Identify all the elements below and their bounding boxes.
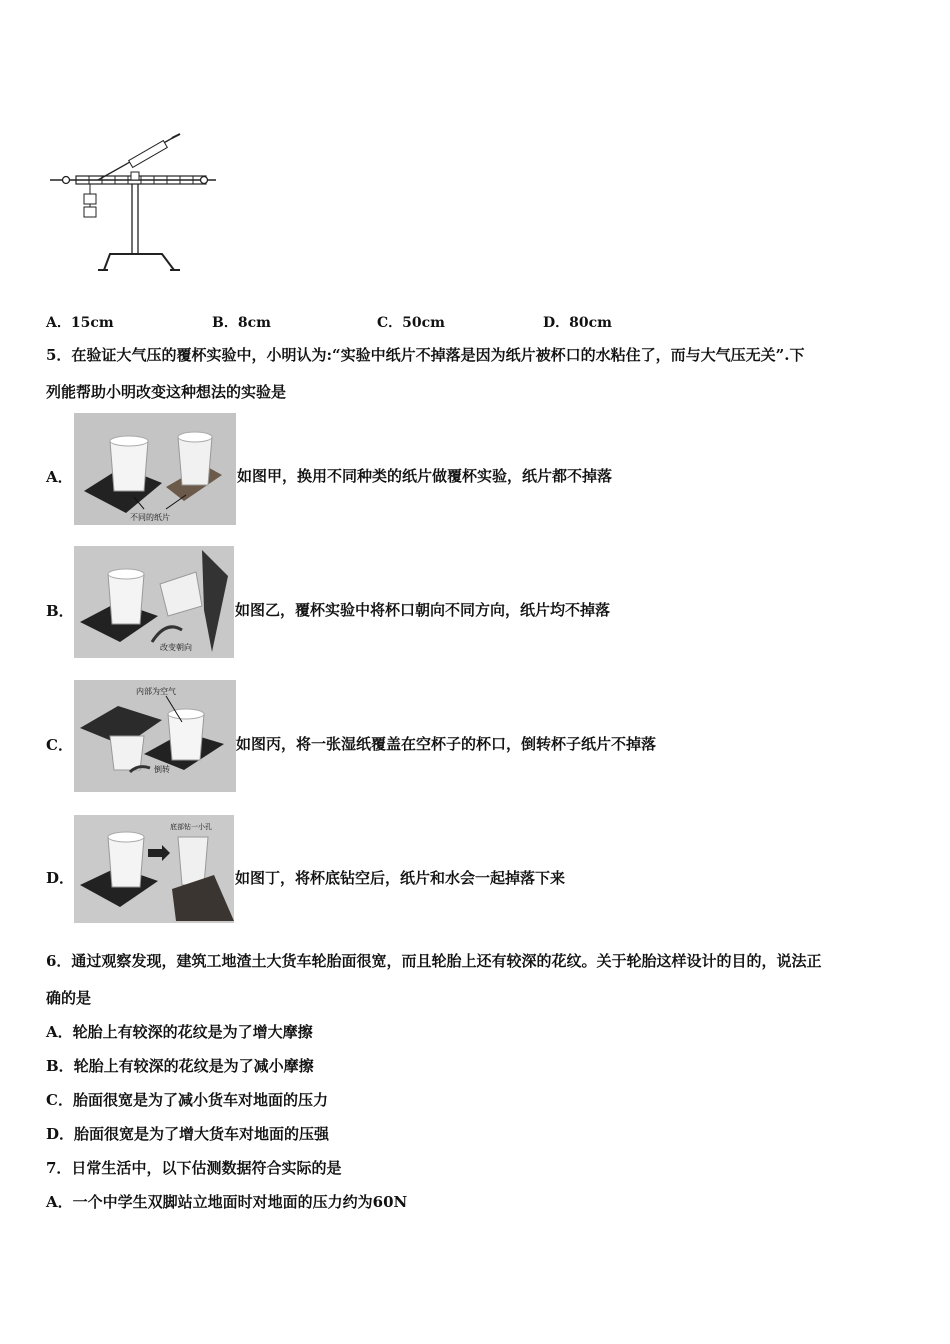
q5-option-c-caption-top: 内部为空气 (136, 687, 176, 696)
q5-option-a-text: 如图甲，换用不同种类的纸片做覆杯实验，纸片都不掉落 (237, 467, 613, 485)
q5-option-b-image (74, 546, 234, 658)
q5-option-b-letter: B． (46, 602, 74, 620)
lever-balance-figure (44, 128, 224, 278)
q5-option-d-caption: 底部钻一小孔 (170, 823, 212, 831)
q4-option-a: A．15cm (46, 315, 114, 331)
q6-stem-line2: 确的是 (46, 989, 92, 1007)
q5-option-d-letter: D． (46, 869, 75, 887)
q6-option-a: A．轮胎上有较深的花纹是为了增大摩擦 (46, 1023, 313, 1041)
q5-option-a-letter: A． (46, 468, 73, 486)
q4-option-b: B．8cm (212, 315, 271, 331)
q7-option-a: A．一个中学生双脚站立地面时对地面的压力约为60N (46, 1193, 408, 1211)
q7-stem: 7．日常生活中，以下估测数据符合实际的是 (46, 1159, 342, 1177)
q4-options (46, 312, 746, 332)
q6-option-d: D．胎面很宽是为了增大货车对地面的压强 (46, 1125, 330, 1143)
q6-option-c: C．胎面很宽是为了减小货车对地面的压力 (46, 1091, 328, 1109)
q6-stem-line1: 6．通过观察发现，建筑工地渣土大货车轮胎面很宽，而且轮胎上还有较深的花纹。关于轮胎这样设计的目的，说法正 (46, 952, 822, 970)
q5-option-b-caption: 改变朝向 (160, 643, 192, 652)
q5-option-a-image (74, 413, 236, 525)
q5-option-d-text: 如图丁，将杯底钻空后，纸片和水会一起掉落下来 (235, 869, 566, 887)
q5-option-c-caption: 倒转 (154, 765, 170, 774)
q6-option-b: B．轮胎上有较深的花纹是为了减小摩擦 (46, 1057, 314, 1075)
q5-option-a-caption: 不同的纸片 (130, 513, 170, 522)
q5-option-c-text: 如图丙，将一张湿纸覆盖在空杯子的杯口，倒转杯子纸片不掉落 (236, 735, 657, 753)
q4-option-d: D．80cm (543, 315, 612, 331)
q5-stem-line1: 5．在验证大气压的覆杯实验中，小明认为:“实验中纸片不掉落是因为纸片被杯口的水粘住了，而与大气压无关”.下 (46, 346, 805, 364)
q5-option-c-letter: C． (46, 736, 73, 754)
q5-option-c-image (74, 680, 236, 792)
q5-stem-line2: 列能帮助小明改变这种想法的实验是 (46, 383, 287, 401)
q5-option-b-text: 如图乙，覆杯实验中将杯口朝向不同方向，纸片均不掉落 (235, 601, 611, 619)
q5-option-d-image (74, 815, 234, 923)
q4-option-c: C．50cm (377, 315, 445, 331)
